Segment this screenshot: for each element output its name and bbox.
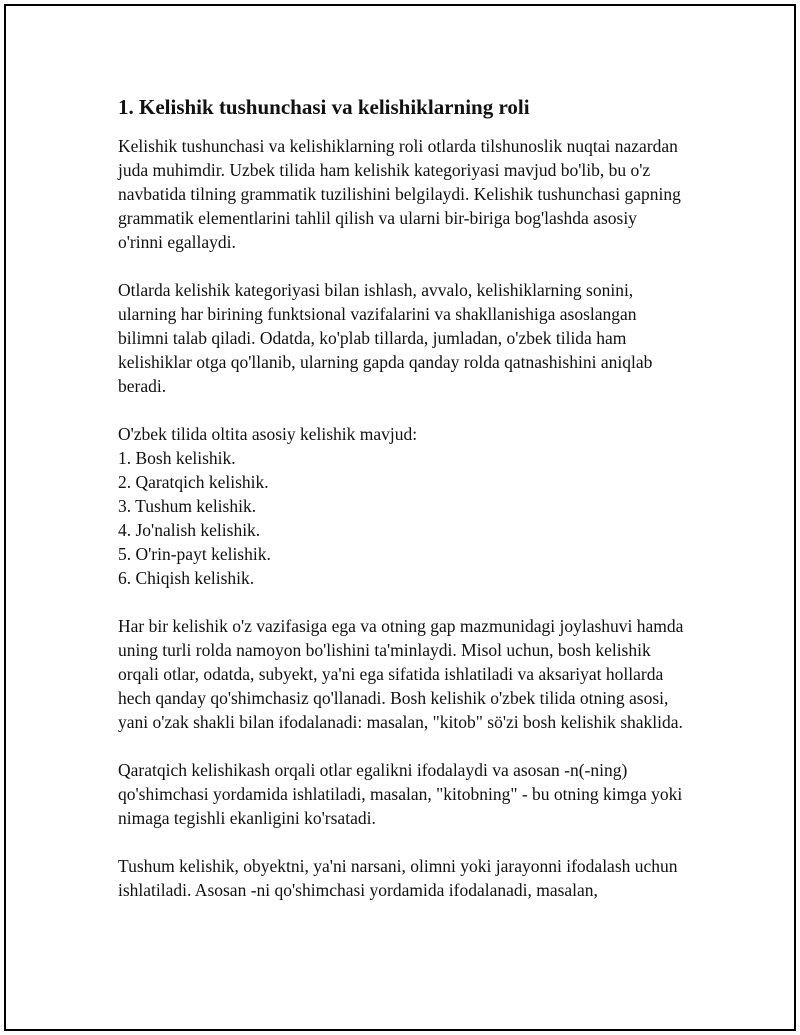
list-item: 4. Jo'nalish kelishik. [118, 520, 261, 540]
paragraph-intro: Kelishik tushunchasi va kelishiklarning roli otlarda tilshunoslik nuqtai nazardan juda muhimdir. Uzbek tilida ham kelishik kategoriyasi mavjud bo'lib, bu o'z navbatida tilning grammatik tuzilishini belgilaydi. Kelishik tushunchasi gapning grammatik elementlarini tahlil qilish va ularni bir-biriga bog'lashda asosiy o'rinni egallaydi. [118, 136, 681, 252]
case-list-intro: O'zbek tilida oltita asosiy kelishik mavjud: [118, 424, 418, 444]
paragraph-category: Otlarda kelishik kategoriyasi bilan ishlash, avvalo, kelishiklarning sonini, ularning har birining funktsional vazifalarini va shakllanishiga asoslangan bilimni talab qiladi. Odatda, ko'plab tillarda, jumladan, o'zbek tilida ham kelishiklar otga qo'llanib, ularning gapda qanday rolda qatnashishini aniqlab beradi. [118, 280, 653, 396]
paragraph-accusative: Tushum kelishik, obyektni, ya'ni narsani, olimni yoki jarayonni ifodalash uchun ishlatiladi. Asosan -ni qo'shimchasi yordamida ifodalanadi, masalan, [118, 856, 678, 900]
list-item: 6. Chiqish kelishik. [118, 568, 255, 588]
section-heading: 1. Kelishik tushunchasi va kelishiklarning roli [118, 95, 530, 119]
document-body [118, 92, 684, 926]
paragraph-genitive: Qaratqich kelishikash orqali otlar egalikni ifodalaydi va asosan -n(-ning) qo'shimchasi yordamida ishlatiladi, masalan, "kitobning" - bu otning kimga yoki nimaga tegishli ekanligini ko'rsatadi. [118, 760, 683, 828]
case-list [118, 422, 684, 590]
list-item: 2. Qaratqich kelishik. [118, 472, 269, 492]
list-item: 3. Tushum kelishik. [118, 496, 257, 516]
list-item: 1. Bosh kelishik. [118, 448, 236, 468]
paragraph-function: Har bir kelishik o'z vazifasiga ega va otning gap mazmunidagi joylashuvi hamda uning turli rolda namoyon bo'lishini ta'minlaydi. Misol uchun, bosh kelishik orqali otlar, odatda, subyekt, ya'ni ega sifatida ishlatiladi va aksariyat hollarda hech qanday qo'shimchasiz qo'llanadi. Bosh kelishik o'zbek tilida otning asosi, yani o'zak shakli bilan ifodalanadi: masalan, "kitob" sö'zi bosh kelishik shaklida. [118, 616, 684, 732]
list-item: 5. O'rin-payt kelishik. [118, 544, 271, 564]
